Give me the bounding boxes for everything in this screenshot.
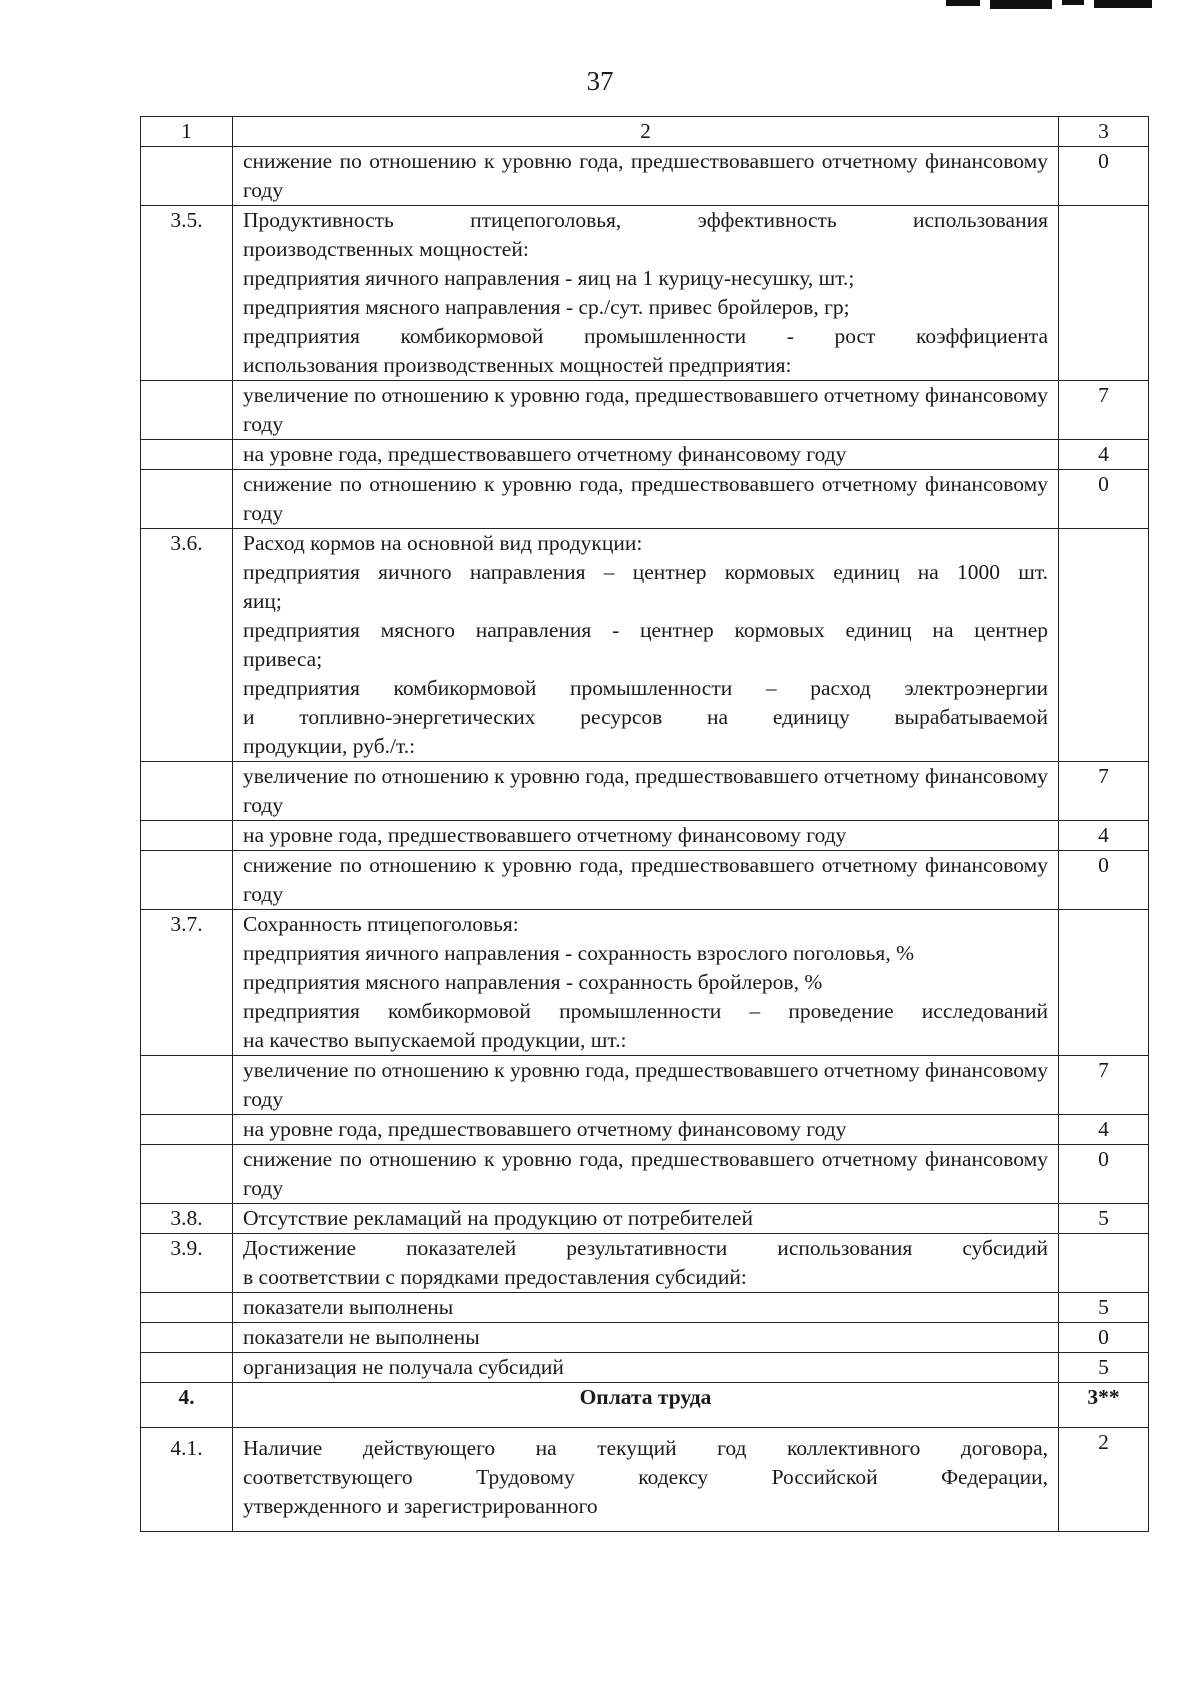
row-number-empty [141, 821, 233, 851]
criterion-line: в соответствии с порядками предоставления субсидий: [243, 1265, 747, 1289]
table-row [141, 381, 1149, 440]
score-value: 0 [1059, 147, 1149, 206]
row-number: 3.7. [141, 910, 233, 1056]
criterion-text: показатели не выполнены [233, 1323, 1059, 1353]
header-col-criterion: 2 [233, 117, 1059, 147]
criterion-line: предприятия яичного направления - яиц на 1 курицу-несушку, шт.; [243, 266, 855, 290]
row-number-empty [141, 1056, 233, 1115]
criterion-line: на качество выпускаемой продукции, шт.: [243, 1028, 627, 1052]
criterion-text: Отсутствие рекламаций на продукцию от потребителей [233, 1204, 1059, 1234]
section-title: Оплата труда [233, 1383, 1059, 1428]
score-value: 7 [1059, 381, 1149, 440]
row-number-empty [141, 440, 233, 470]
row-number-empty [141, 470, 233, 529]
criterion-text: показатели выполнены [233, 1293, 1059, 1323]
table-row [141, 529, 1149, 762]
page-number: 37 [586, 66, 614, 96]
table-row [141, 851, 1149, 910]
row-number-empty [141, 147, 233, 206]
criterion-heading [233, 910, 1059, 1056]
score-value: 2 [1059, 1428, 1149, 1532]
table-row [141, 1293, 1149, 1323]
criterion-text: снижение по отношению к уровню года, предшествовавшего отчетному финансовому году [233, 1145, 1059, 1204]
criterion-line: предприятия комбикормовой промышленности - рост коэффициента [243, 324, 1048, 348]
criterion-text: снижение по отношению к уровню года, предшествовавшего отчетному финансовому году [233, 851, 1059, 910]
criterion-text: увеличение по отношению к уровню года, предшествовавшего отчетному финансовому году [233, 381, 1059, 440]
table-row [141, 1353, 1149, 1383]
criterion-text: на уровне года, предшествовавшего отчетному финансовому году [233, 1115, 1059, 1145]
scan-artifact [946, 0, 1152, 9]
score-value: 0 [1059, 1145, 1149, 1204]
row-number-empty [141, 1145, 233, 1204]
score-value: 0 [1059, 851, 1149, 910]
header-col-number: 1 [141, 117, 233, 147]
criterion-text: снижение по отношению к уровню года, предшествовавшего отчетному финансовому году [233, 147, 1059, 206]
table-row [141, 1056, 1149, 1115]
score-value-empty [1059, 910, 1149, 1056]
row-number-empty [141, 1323, 233, 1353]
table-row [141, 821, 1149, 851]
criterion-text: на уровне года, предшествовавшего отчетному финансовому году [233, 821, 1059, 851]
criterion-line: предприятия комбикормовой промышленности – проведение исследований [243, 999, 1048, 1023]
score-value: 7 [1059, 762, 1149, 821]
criterion-text: на уровне года, предшествовавшего отчетному финансовому году [233, 440, 1059, 470]
score-value-empty [1059, 529, 1149, 762]
criterion-line: производственных мощностей: [243, 237, 529, 261]
table-row [141, 1234, 1149, 1293]
criterion-line: яиц; [243, 589, 282, 613]
criterion-line: утвержденного и зарегистрированного [243, 1494, 598, 1518]
row-number: 3.6. [141, 529, 233, 762]
criterion-line: предприятия мясного направления - сохранность бройлеров, % [243, 970, 823, 994]
criterion-heading [233, 206, 1059, 381]
criterion-line: предприятия яичного направления – центнер кормовых единиц на 1000 шт. [243, 560, 1048, 584]
row-number-empty [141, 762, 233, 821]
criterion-line: использования производственных мощностей предприятия: [243, 353, 792, 377]
score-value-empty [1059, 1234, 1149, 1293]
criterion-line: Продуктивность птицепоголовья, эффективность использования [243, 208, 1048, 232]
score-value: 4 [1059, 440, 1149, 470]
criterion-line: предприятия комбикормовой промышленности – расход электроэнергии [243, 676, 1048, 700]
score-value: 5 [1059, 1204, 1149, 1234]
criterion-line: Сохранность птицепоголовья: [243, 912, 519, 936]
score-value: 4 [1059, 1115, 1149, 1145]
section-score: 3** [1059, 1383, 1149, 1428]
criterion-line: привеса; [243, 647, 323, 671]
row-number-empty [141, 1293, 233, 1323]
table-row [141, 1204, 1149, 1234]
row-number: 3.8. [141, 1204, 233, 1234]
table-row [141, 1428, 1149, 1532]
score-value-empty [1059, 206, 1149, 381]
row-number-empty [141, 1115, 233, 1145]
row-number: 4.1. [141, 1428, 233, 1532]
criterion-line: соответствующего Трудовому кодексу Российской Федерации, [243, 1465, 1048, 1489]
table-row [141, 910, 1149, 1056]
criterion-line: и топливно-энергетических ресурсов на единицу вырабатываемой [243, 705, 1048, 729]
criterion-heading [233, 529, 1059, 762]
criterion-text: увеличение по отношению к уровню года, предшествовавшего отчетному финансовому году [233, 762, 1059, 821]
criterion-line: предприятия яичного направления - сохранность взрослого поголовья, % [243, 941, 914, 965]
table-row [141, 206, 1149, 381]
criteria-table [140, 116, 1149, 1532]
criterion-line: предприятия мясного направления - центнер кормовых единиц на центнер [243, 618, 1048, 642]
criterion-heading [233, 1428, 1059, 1532]
score-value: 4 [1059, 821, 1149, 851]
score-value: 5 [1059, 1293, 1149, 1323]
row-number-empty [141, 1353, 233, 1383]
criterion-text: увеличение по отношению к уровню года, предшествовавшего отчетному финансовому году [233, 1056, 1059, 1115]
row-number-empty [141, 851, 233, 910]
table-header-row [141, 117, 1149, 147]
section-number: 4. [141, 1383, 233, 1428]
row-number: 3.5. [141, 206, 233, 381]
section-row [141, 1383, 1149, 1428]
header-col-score: 3 [1059, 117, 1149, 147]
score-value: 0 [1059, 470, 1149, 529]
criterion-line: Достижение показателей результативности использования субсидий [243, 1236, 1048, 1260]
criterion-line: продукции, руб./т.: [243, 734, 416, 758]
table-row [141, 470, 1149, 529]
criterion-line: предприятия мясного направления - ср./сут. привес бройлеров, гр; [243, 295, 850, 319]
criterion-line: Наличие действующего на текущий год коллективного договора, [243, 1436, 1048, 1460]
criterion-text: снижение по отношению к уровню года, предшествовавшего отчетному финансовому году [233, 470, 1059, 529]
table-row [141, 1145, 1149, 1204]
score-value: 7 [1059, 1056, 1149, 1115]
score-value: 5 [1059, 1353, 1149, 1383]
criterion-line: Расход кормов на основной вид продукции: [243, 531, 643, 555]
row-number: 3.9. [141, 1234, 233, 1293]
criterion-heading [233, 1234, 1059, 1293]
row-number-empty [141, 381, 233, 440]
table-row [141, 440, 1149, 470]
table-row [141, 762, 1149, 821]
score-value: 0 [1059, 1323, 1149, 1353]
table-row [141, 147, 1149, 206]
criterion-text: организация не получала субсидий [233, 1353, 1059, 1383]
table-row [141, 1323, 1149, 1353]
table-row [141, 1115, 1149, 1145]
